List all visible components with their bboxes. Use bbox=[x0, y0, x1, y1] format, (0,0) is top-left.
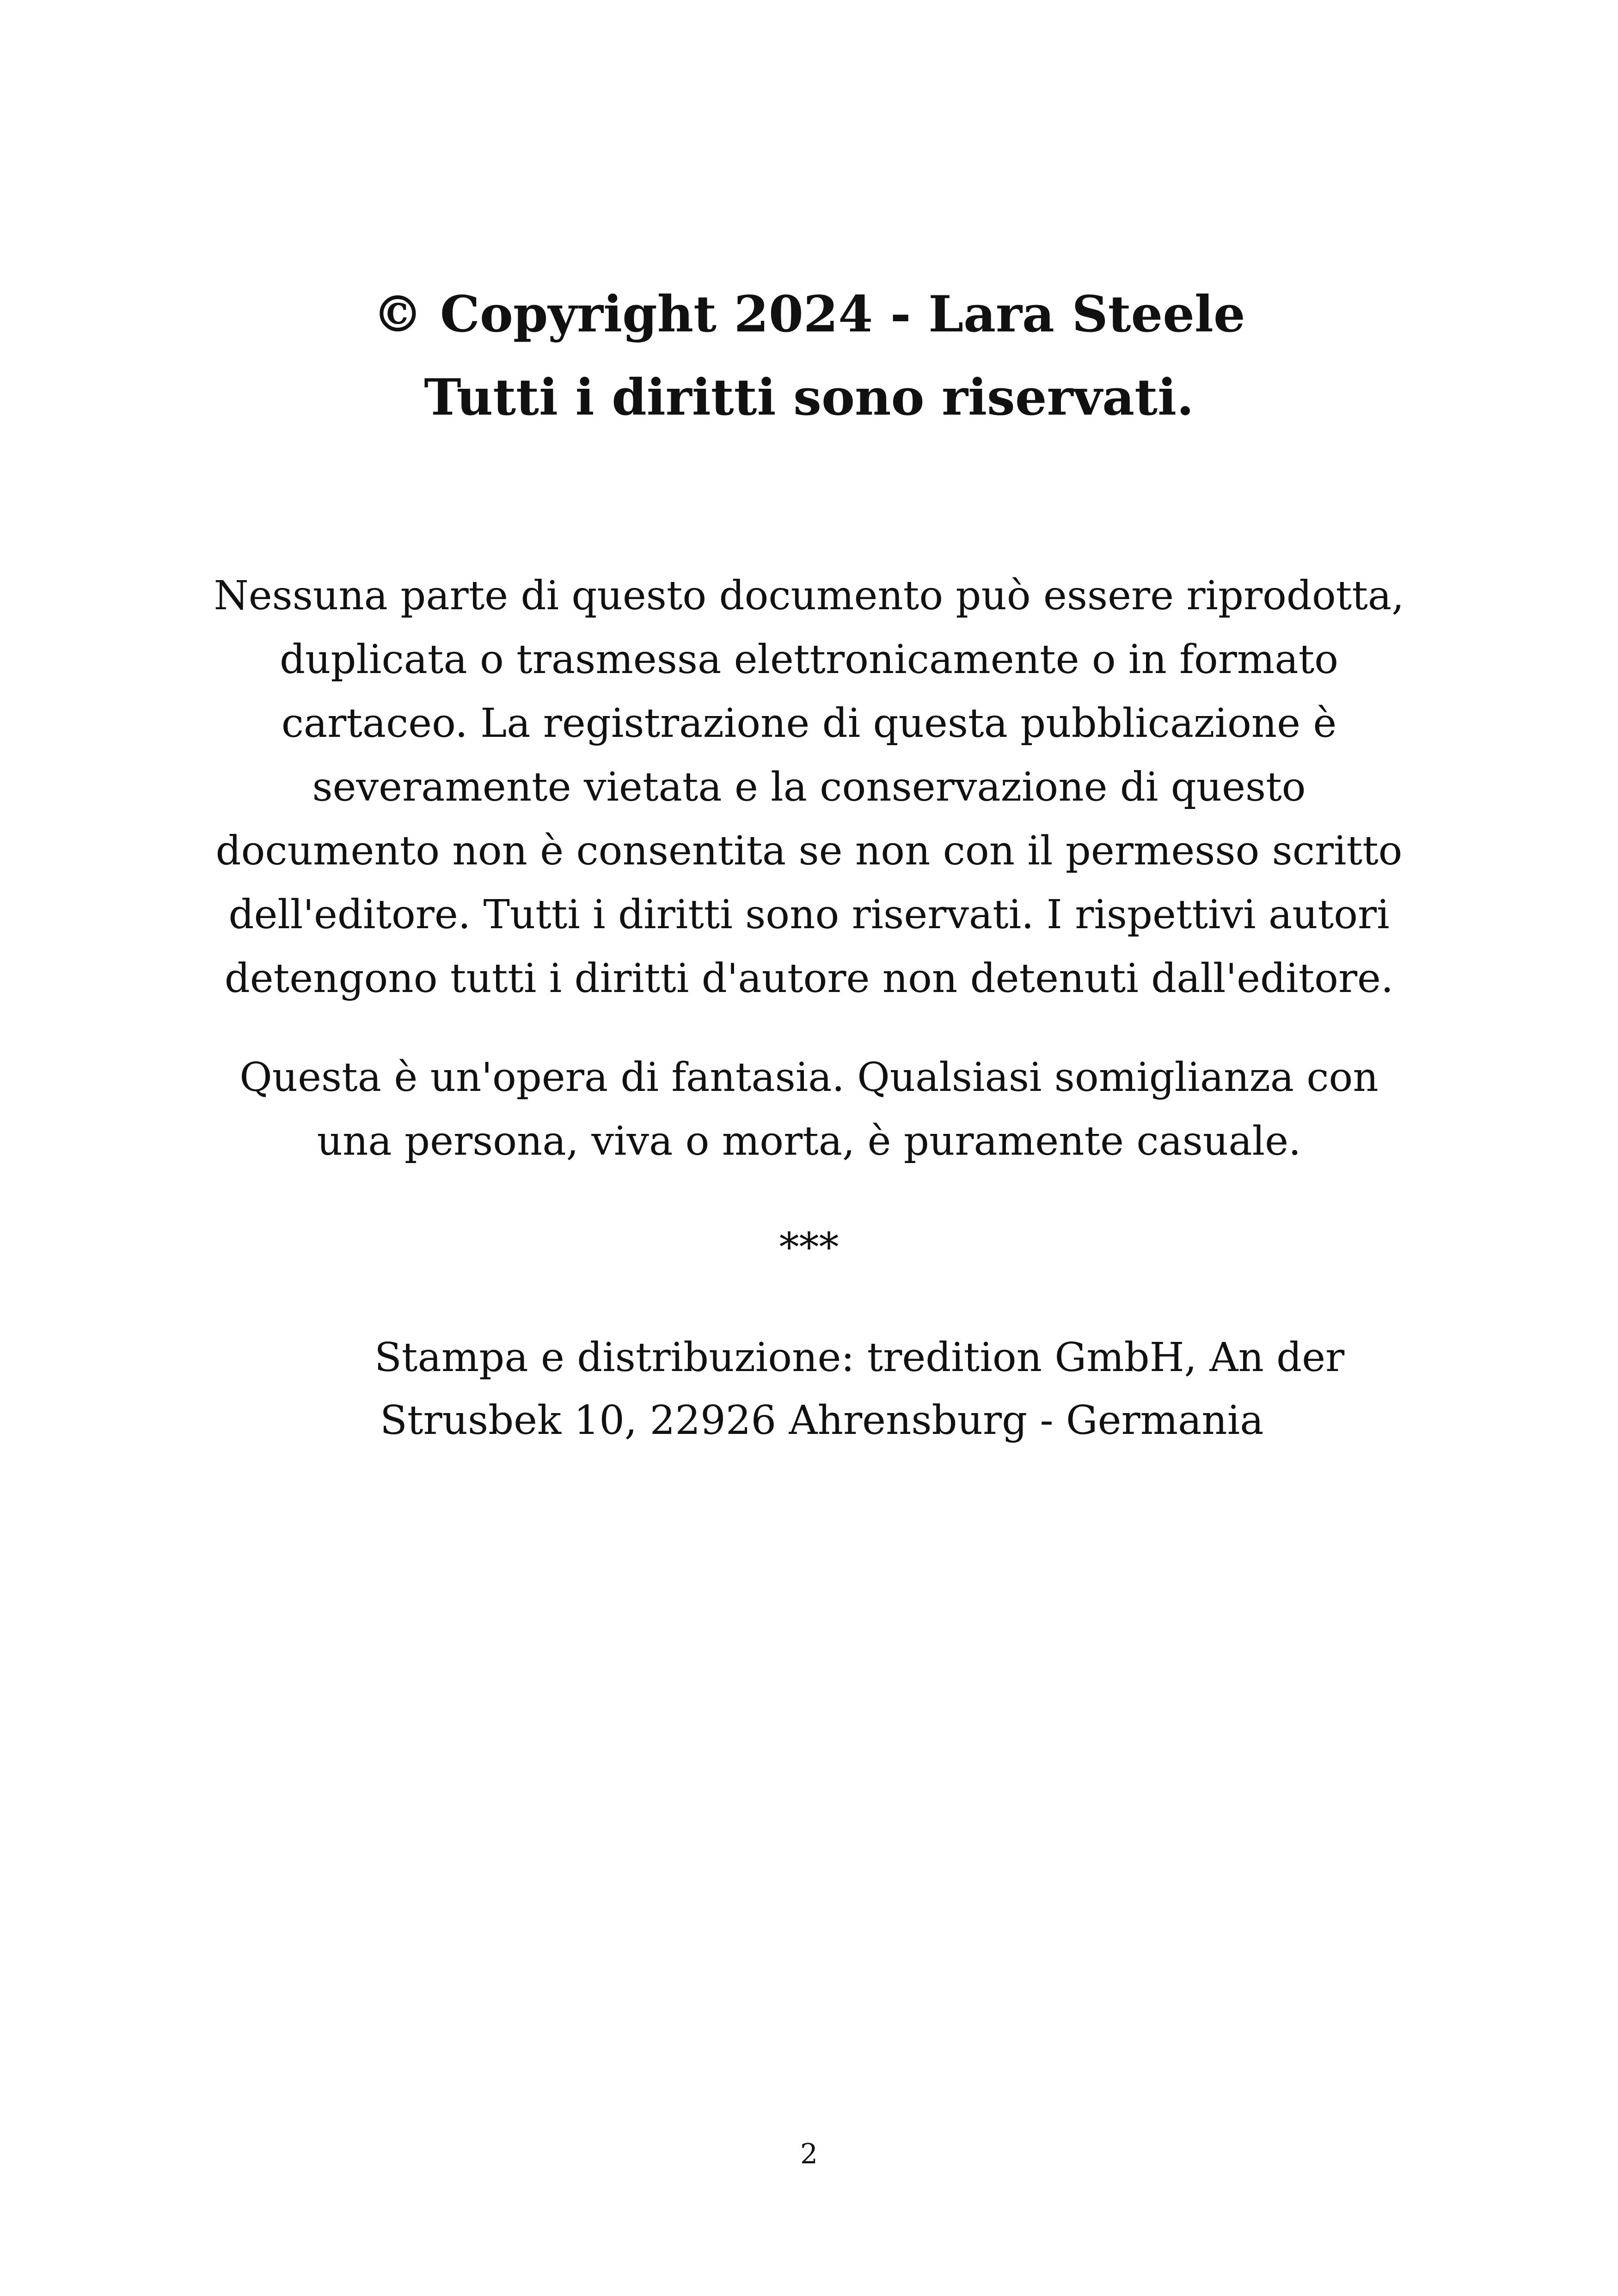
section-separator: *** bbox=[779, 1225, 839, 1271]
copyright-title bbox=[0, 273, 1618, 439]
fiction-disclaimer-paragraph bbox=[0, 1046, 1618, 1173]
paragraph-line: Nessuna parte di questo documento può essere riprodotta, bbox=[214, 573, 1404, 619]
paragraph-line: dell'editore. Tutti i diritti sono riservati. I rispettivi autori bbox=[228, 892, 1390, 938]
paragraph-line: documento non è consentita se non con il permesso scritto bbox=[215, 828, 1403, 874]
rights-paragraph bbox=[0, 564, 1618, 1010]
printer-line: Strusbek 10, 22926 Ahrensburg - Germania bbox=[380, 1397, 1264, 1444]
rights-reserved-line: Tutti i diritti sono riservati. bbox=[424, 368, 1194, 427]
paragraph-line: severamente vietata e la conservazione di questo bbox=[312, 764, 1306, 810]
printer-line: Stampa e distribuzione: tredition GmbH, An der bbox=[374, 1335, 1345, 1381]
page-number: 2 bbox=[800, 2138, 818, 2170]
paragraph-line: una persona, viva o morta, è puramente casuale. bbox=[317, 1118, 1301, 1164]
paragraph-line: cartaceo. La registrazione di questa pubblicazione è bbox=[281, 700, 1337, 747]
paragraph-line: detengono tutti i diritti d'autore non detenuti dall'editore. bbox=[224, 955, 1394, 1002]
paragraph-line: Questa è un'opera di fantasia. Qualsiasi somiglianza con bbox=[239, 1054, 1379, 1101]
copyright-line: © Copyright 2024 - Lara Steele bbox=[373, 285, 1245, 343]
paragraph-line: duplicata o trasmessa elettronicamente o in formato bbox=[279, 637, 1339, 683]
